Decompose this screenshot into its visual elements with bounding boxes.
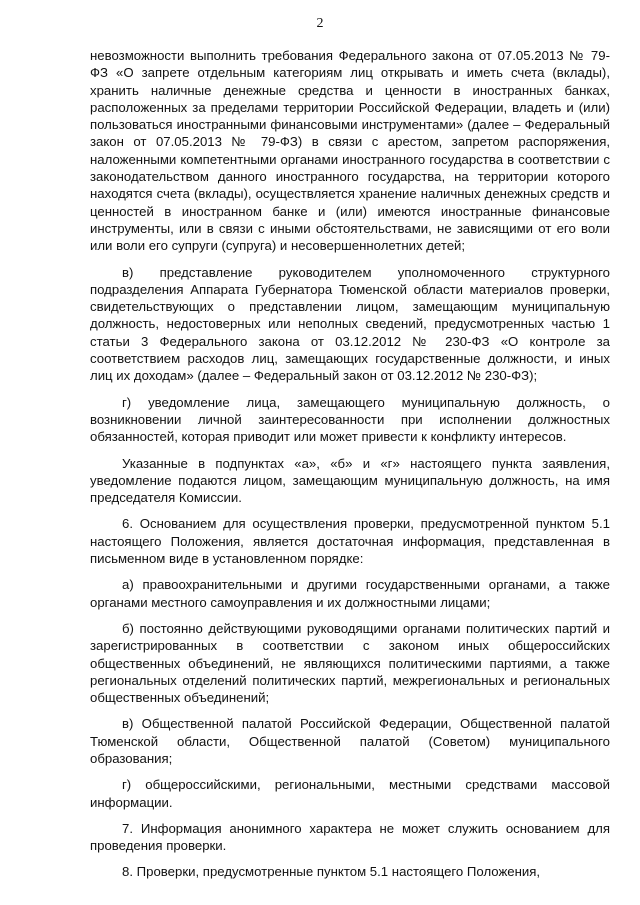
paragraph-notice: Указанные в подпунктах «а», «б» и «г» настоящего пункта заявления, уведомление подаются лицом, замещающим муниципальную должность, на имя председателя Комиссии.: [90, 455, 610, 506]
page-number: 2: [316, 16, 324, 31]
paragraph-item-6g: г) общероссийскими, региональными, местными средствами массовой информации.: [90, 777, 610, 810]
paragraph-item-6v: в) Общественной палатой Российской Федерации, Общественной палатой Тюменской области, Общественной палатой (Советом) муниципального образования;: [90, 716, 610, 766]
paragraph-item-6a: а) правоохранительными и другими государственными органами, а также органами местного самоуправления и их должностными лицами;: [90, 577, 610, 610]
document-body: [90, 47, 610, 881]
paragraph-subitem-v: в) представление руководителем уполномоченного структурного подразделения Аппарата Губернатора Тюменской области материалов проверки, свидетельствующих о представлении лицом, замещающим муниципальную должность, недостоверных или неполных сведений, предусмотренных частью 1 статьи 3 Федерального закона от 03.12.2012 № 230-ФЗ «О контроле за соответствием расходов лиц, замещающих государственные должности, и иных лиц их доходам» (далее – Федеральный закон от 03.12.2012 № 230-ФЗ);: [90, 264, 610, 384]
paragraph-continuation: невозможности выполнить требования Федерального закона от 07.05.2013 № 79-ФЗ «О запрете отдельным категориям лиц открывать и иметь счета (вклады), хранить наличные денежные средства и ценности в иностранных банках, расположенных за пределами территории Российской Федерации, владеть и (или) пользоваться иностранными финансовыми инструментами» (далее – Федеральный закон от 07.05.2013 № 79-ФЗ) в связи с арестом, запретом распоряжения, наложенными компетентными органами иностранного государства в соответствии с законодательством данного иностранного государства, на территории которого находятся счета (вклады), осуществляется хранение наличных денежных средств и ценностей в иностранном банке и (или) имеются иностранные финансовые инструменты, или в связи с иными обстоятельствами, не зависящими от его воли или воли его супруги (супруга) и несовершеннолетних детей;: [90, 48, 610, 254]
paragraph-item-6: 6. Основанием для осуществления проверки, предусмотренной пунктом 5.1 настоящего Положения, является достаточная информация, представленная в письменном виде в установленном порядке:: [90, 516, 610, 567]
paragraph-item-7: 7. Информация анонимного характера не может служить основанием для проведения проверки.: [90, 820, 610, 854]
paragraph-subitem-g: г) уведомление лица, замещающего муниципальную должность, о возникновении личной заинтересованности при исполнении должностных обязанностей, которая приводит или может привести к конфликту интересов.: [90, 394, 610, 445]
paragraph-item-6b: б) постоянно действующими руководящими органами политических партий и зарегистрированных в соответствии с законом иных общероссийских общественных объединений, не являющихся политическими партиями, а также региональных отделений политических партий, межрегиональных и региональных общественных объединений;: [90, 620, 610, 706]
paragraph-item-8: 8. Проверки, предусмотренные пунктом 5.1 настоящего Положения,: [122, 864, 541, 880]
